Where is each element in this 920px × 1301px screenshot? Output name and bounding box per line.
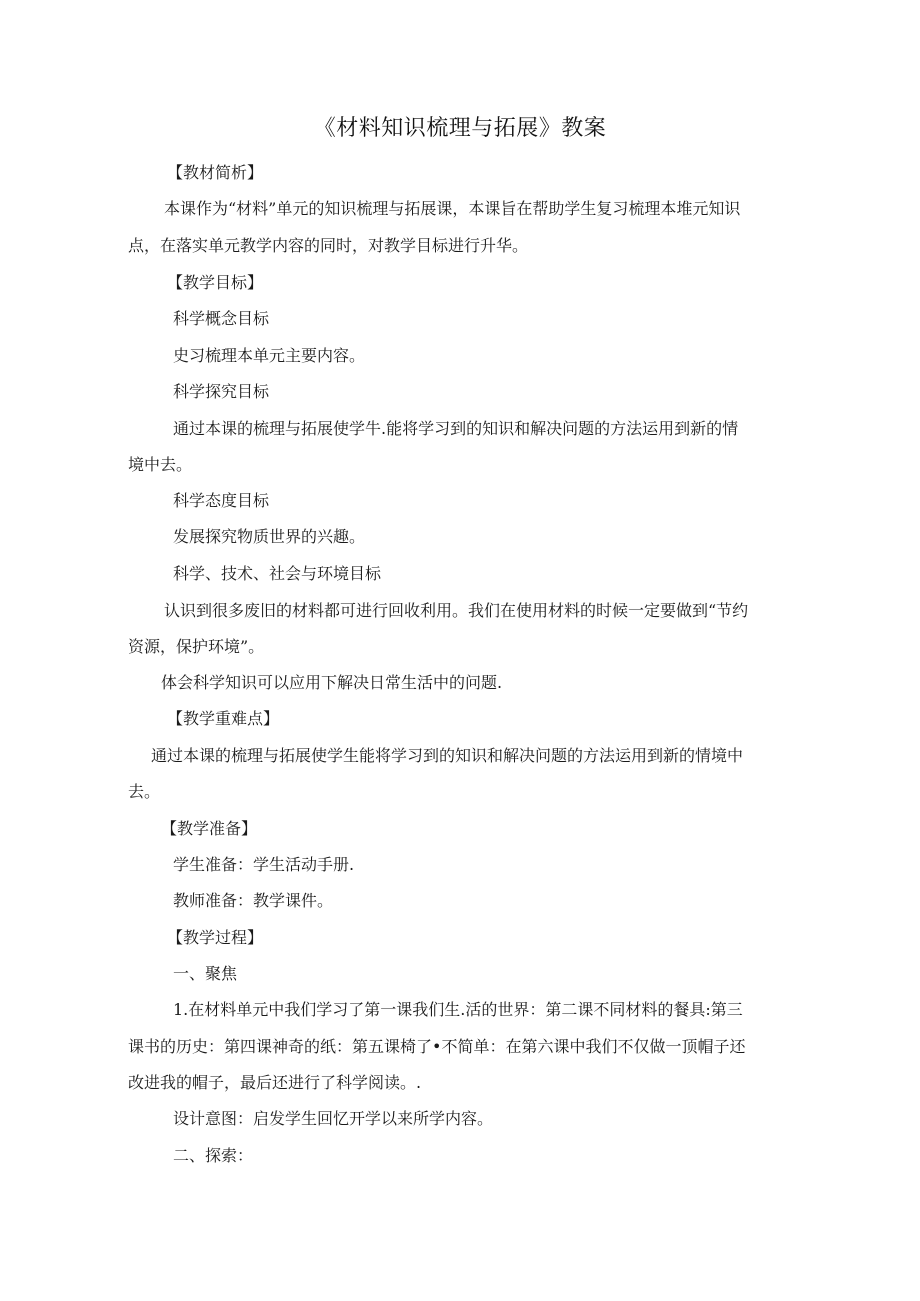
design-intent: 设计意图：启发学生回忆开学以来所学内容。 — [173, 1109, 494, 1128]
heading-preparation: 【教学准备】 — [161, 819, 258, 838]
step-1-line-2: 课书的历史：第四课神奇的纸：第五课椅了•不简单：在第六课中我们不仅做一顶帽子还 — [128, 1037, 746, 1056]
analysis-paragraph-line-1: 本课作为“材料”单元的知识梳理与拓展课，本课旨在帮助学生复习梳理本堆元知识 — [164, 199, 741, 218]
sts-goal-line-1: 认识到很多废旧的材料都可进行回收利用。我们在使用材料的时候一定要做到“节约 — [164, 601, 749, 620]
inquiry-goal-line-1: 通过本课的梳理与拓展使学牛.能将学习到的知识和解决问题的方法运用到新的情 — [173, 419, 739, 438]
key-points-line-1: 通过本课的梳理与拓展使学生能将学习到的知识和解决问题的方法运用到新的情境中 — [151, 746, 744, 765]
sts-goal-title: 科学、技术、社会与环境目标 — [173, 564, 382, 583]
attitude-goal-title: 科学态度目标 — [173, 491, 270, 510]
key-points-line-2: 去。 — [128, 782, 161, 801]
sts-goal-line-3: 体会科学知识可以应用下解决日常生活中的问题. — [161, 673, 503, 692]
step-2-title: 二、探索： — [173, 1146, 254, 1165]
heading-key-points: 【教学重难点】 — [167, 709, 280, 728]
sts-goal-line-2: 资源，保护环境”。 — [128, 637, 265, 656]
heading-teaching-process: 【教学过程】 — [167, 928, 264, 947]
concept-goal-text: 史习梳理本单元主要内容。 — [173, 346, 366, 365]
step-1-line-3: 改进我的帽子，最后还进行了科学阅读。. — [128, 1073, 422, 1092]
heading-textbook-analysis: 【教材简析】 — [167, 163, 264, 182]
student-preparation: 学生准备：学生活动手册. — [173, 855, 355, 874]
inquiry-goal-line-2: 境中去。 — [128, 455, 193, 474]
step-1-title: 一、聚焦 — [173, 964, 238, 983]
teacher-preparation: 教师准备：教学课件。 — [173, 891, 334, 910]
inquiry-goal-title: 科学探究目标 — [173, 382, 270, 401]
attitude-goal-text: 发展探究物质世界的兴趣。 — [173, 527, 366, 546]
concept-goal-title: 科学概念目标 — [173, 309, 270, 328]
heading-teaching-goals: 【教学目标】 — [167, 273, 264, 292]
analysis-paragraph-line-2: 点，在落实单元教学内容的同时，对教学目标进行升华。 — [128, 236, 529, 255]
document-title: 《材料知识梳理与拓展》教案 — [313, 116, 607, 141]
step-1-line-1: 1.在材料单元中我们学习了第一课我们生.活的世界：第二课不同材料的餐具:第三 — [173, 1000, 743, 1019]
